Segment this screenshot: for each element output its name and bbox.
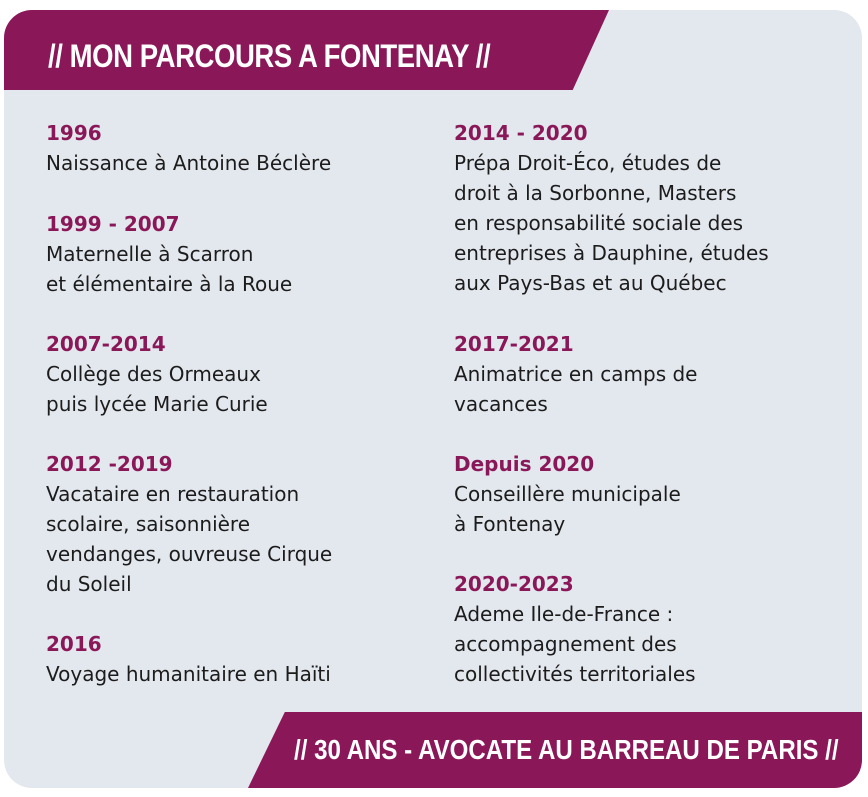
timeline-entry xyxy=(46,449,332,599)
timeline-entry xyxy=(454,329,697,419)
timeline-year: 2017-2021 xyxy=(454,332,574,356)
timeline-year: 2016 xyxy=(46,632,102,656)
timeline-description: Collège des Ormeaux puis lycée Marie Curie xyxy=(46,362,268,416)
timeline-year: 2020-2023 xyxy=(454,572,574,596)
timeline-description: Maternelle à Scarron et élémentaire à la Roue xyxy=(46,242,293,296)
timeline-year: 2007-2014 xyxy=(46,332,166,356)
timeline-description: Ademe Ile-de-France : accompagnement des collectivités territoriales xyxy=(454,602,696,686)
timeline-description: Voyage humanitaire en Haïti xyxy=(46,662,331,686)
timeline-year: 2014 - 2020 xyxy=(454,121,588,145)
timeline-entry xyxy=(454,118,769,298)
timeline-entry xyxy=(46,118,331,178)
timeline-year: 1996 xyxy=(46,121,102,145)
footer-caption: // 30 ANS - AVOCATE AU BARREAU DE PARIS // xyxy=(294,734,839,765)
timeline-description: Conseillère municipale à Fontenay xyxy=(454,482,681,536)
timeline-description: Naissance à Antoine Béclère xyxy=(46,151,332,175)
timeline-entry xyxy=(46,209,292,299)
page-title: // MON PARCOURS A FONTENAY // xyxy=(48,38,491,74)
timeline-year: 2012 -2019 xyxy=(46,452,173,476)
timeline-entry xyxy=(46,329,268,419)
timeline-description: Vacataire en restauration scolaire, saisonnière vendanges, ouvreuse Cirque du Soleil xyxy=(46,482,333,596)
timeline-year: 1999 - 2007 xyxy=(46,212,180,236)
timeline-entry xyxy=(46,629,331,689)
timeline-card xyxy=(4,10,862,788)
timeline-entry xyxy=(454,569,696,689)
timeline-entry xyxy=(454,449,681,539)
timeline-description: Prépa Droit-Éco, études de droit à la Sorbonne, Masters en responsabilité sociale des entreprises à Dauphine, études aux Pays-Bas et au Québec xyxy=(454,151,769,295)
timeline-description: Animatrice en camps de vacances xyxy=(454,362,698,416)
timeline-year: Depuis 2020 xyxy=(454,452,595,476)
